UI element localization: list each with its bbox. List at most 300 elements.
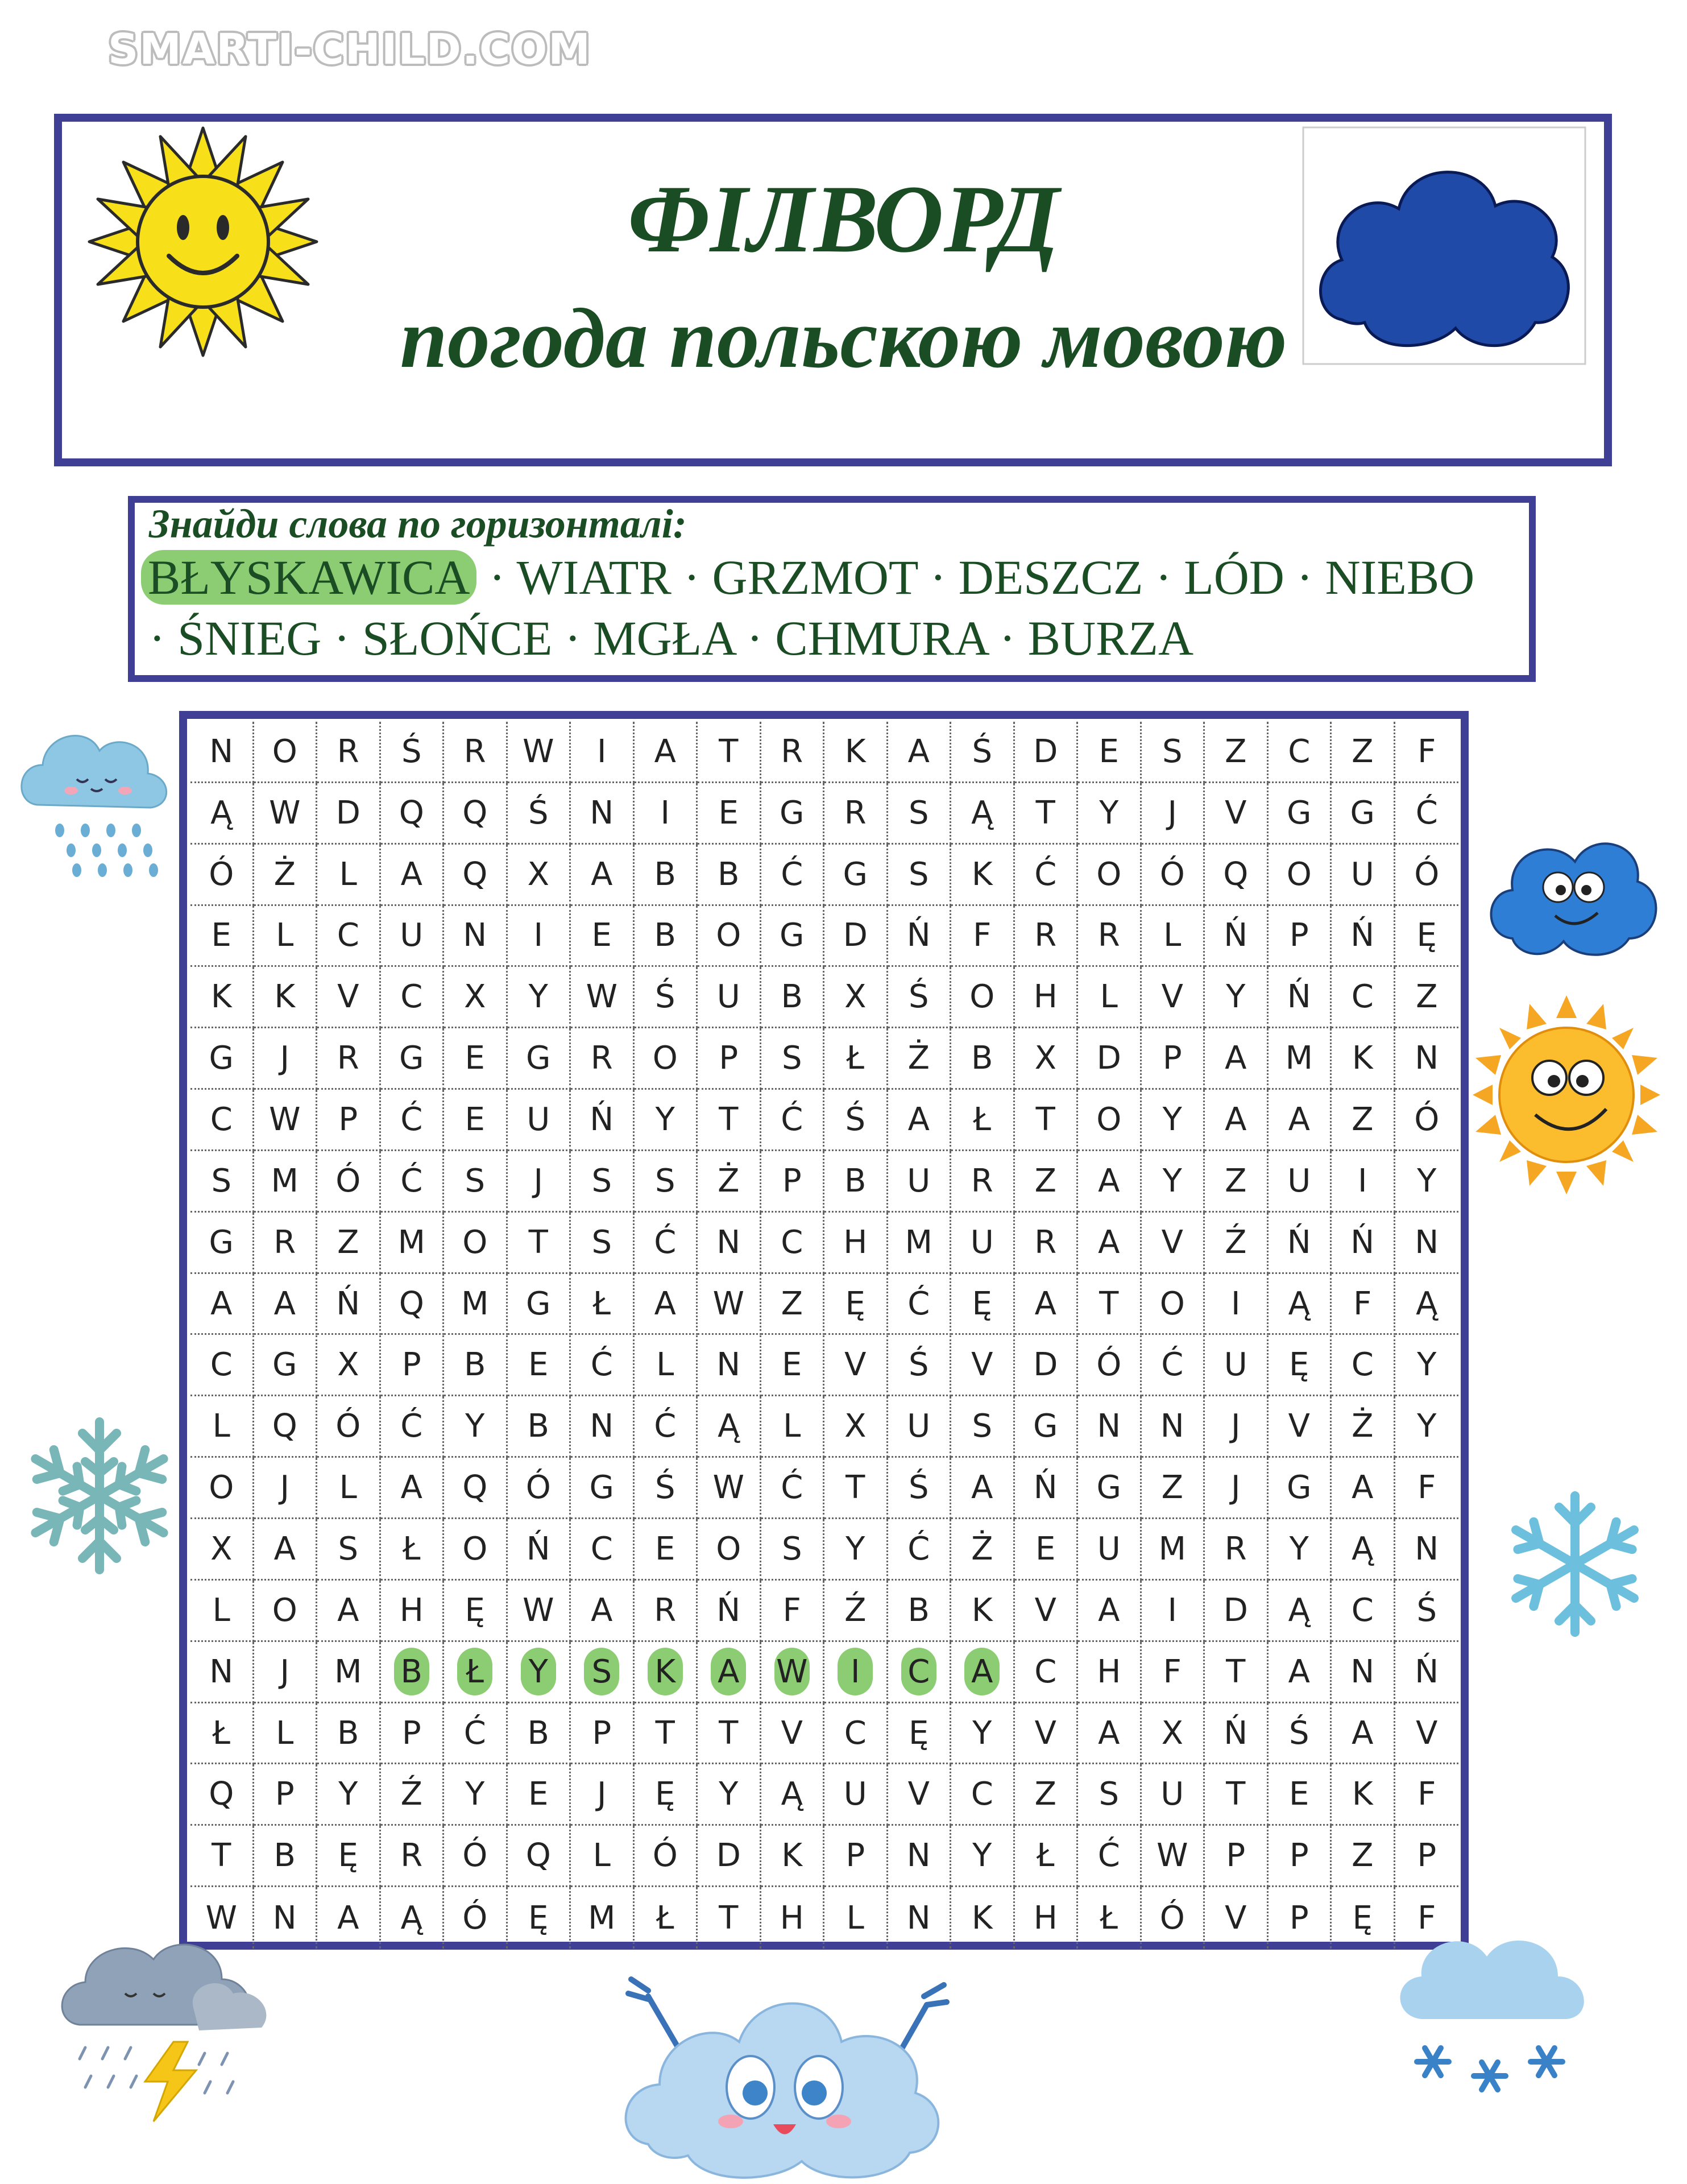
grid-cell[interactable]	[254, 1458, 318, 1519]
grid-cell[interactable]	[1015, 1028, 1079, 1090]
grid-cell[interactable]	[381, 1396, 445, 1458]
grid-cell[interactable]	[444, 845, 508, 906]
grid-cell[interactable]	[1332, 1335, 1395, 1397]
grid-cell[interactable]	[1332, 1213, 1395, 1274]
grid-cell[interactable]	[190, 1396, 254, 1458]
grid-cell[interactable]	[635, 722, 698, 783]
grid-cell[interactable]	[1142, 1151, 1205, 1213]
grid-cell[interactable]	[1015, 1213, 1079, 1274]
grid-cell[interactable]	[1205, 1090, 1269, 1151]
grid-cell[interactable]	[635, 1887, 698, 1949]
grid-cell[interactable]	[190, 1581, 254, 1642]
grid-cell[interactable]	[1078, 1028, 1142, 1090]
grid-cell[interactable]	[761, 1090, 825, 1151]
grid-cell[interactable]	[1395, 1335, 1459, 1397]
grid-cell[interactable]	[1395, 1703, 1459, 1765]
grid-cell[interactable]	[254, 1396, 318, 1458]
grid-cell[interactable]	[1205, 1396, 1269, 1458]
grid-cell[interactable]	[698, 1090, 761, 1151]
grid-cell[interactable]	[508, 1396, 571, 1458]
grid-cell[interactable]	[888, 1274, 952, 1335]
grid-cell[interactable]	[951, 1090, 1015, 1151]
grid-cell[interactable]	[1015, 906, 1079, 967]
grid-cell[interactable]	[254, 1274, 318, 1335]
grid-cell[interactable]	[698, 1213, 761, 1274]
grid-cell[interactable]	[635, 1274, 698, 1335]
grid-cell[interactable]	[1015, 1703, 1079, 1765]
grid-cell[interactable]	[888, 1213, 952, 1274]
grid-cell[interactable]	[1142, 1335, 1205, 1397]
grid-cell[interactable]	[1205, 967, 1269, 1028]
grid-cell[interactable]	[254, 1213, 318, 1274]
grid-cell[interactable]	[824, 1396, 888, 1458]
grid-cell[interactable]	[317, 1213, 381, 1274]
grid-cell[interactable]	[317, 1826, 381, 1887]
grid-cell[interactable]	[508, 1090, 571, 1151]
grid-cell[interactable]	[1205, 1028, 1269, 1090]
grid-cell[interactable]	[1395, 1642, 1459, 1703]
grid-cell[interactable]	[381, 1764, 445, 1826]
grid-cell[interactable]	[571, 722, 635, 783]
grid-cell[interactable]	[888, 783, 952, 845]
grid-cell[interactable]	[1395, 1826, 1459, 1887]
grid-cell[interactable]	[698, 1151, 761, 1213]
grid-cell[interactable]	[951, 967, 1015, 1028]
grid-cell[interactable]	[190, 906, 254, 967]
grid-cell[interactable]	[190, 1764, 254, 1826]
grid-cell[interactable]	[888, 1396, 952, 1458]
grid-cell[interactable]	[761, 1703, 825, 1765]
grid-cell[interactable]	[951, 1151, 1015, 1213]
grid-cell[interactable]	[698, 967, 761, 1028]
grid-cell[interactable]	[761, 1213, 825, 1274]
grid-cell[interactable]	[444, 1703, 508, 1765]
grid-cell[interactable]	[1205, 1335, 1269, 1397]
grid-cell[interactable]	[571, 1213, 635, 1274]
grid-cell[interactable]	[508, 722, 571, 783]
grid-cell[interactable]	[761, 1764, 825, 1826]
grid-cell[interactable]	[888, 1151, 952, 1213]
grid-cell[interactable]	[317, 1764, 381, 1826]
grid-cell[interactable]	[254, 1028, 318, 1090]
grid-cell[interactable]	[444, 1642, 508, 1703]
grid-cell[interactable]	[381, 1642, 445, 1703]
grid-cell[interactable]	[1078, 1581, 1142, 1642]
grid-cell[interactable]	[1078, 1703, 1142, 1765]
grid-cell[interactable]	[888, 1090, 952, 1151]
grid-cell[interactable]	[190, 1703, 254, 1765]
grid-cell[interactable]	[1015, 1274, 1079, 1335]
grid-cell[interactable]	[317, 722, 381, 783]
grid-cell[interactable]	[1142, 1519, 1205, 1581]
grid-cell[interactable]	[951, 1458, 1015, 1519]
grid-cell[interactable]	[824, 845, 888, 906]
grid-cell[interactable]	[190, 1151, 254, 1213]
grid-cell[interactable]	[888, 1826, 952, 1887]
grid-cell[interactable]	[1142, 722, 1205, 783]
grid-cell[interactable]	[1205, 722, 1269, 783]
grid-cell[interactable]	[508, 1028, 571, 1090]
grid-cell[interactable]	[1332, 1764, 1395, 1826]
grid-cell[interactable]	[1015, 1519, 1079, 1581]
grid-cell[interactable]	[1015, 1335, 1079, 1397]
grid-cell[interactable]	[888, 906, 952, 967]
grid-cell[interactable]	[317, 783, 381, 845]
grid-cell[interactable]	[1395, 1213, 1459, 1274]
grid-cell[interactable]	[254, 1335, 318, 1397]
grid-cell[interactable]	[571, 1458, 635, 1519]
grid-cell[interactable]	[951, 1642, 1015, 1703]
grid-cell[interactable]	[190, 1826, 254, 1887]
grid-cell[interactable]	[317, 845, 381, 906]
grid-cell[interactable]	[635, 1151, 698, 1213]
grid-cell[interactable]	[444, 1335, 508, 1397]
grid-cell[interactable]	[761, 1826, 825, 1887]
grid-cell[interactable]	[190, 1519, 254, 1581]
grid-cell[interactable]	[508, 1826, 571, 1887]
grid-cell[interactable]	[1142, 967, 1205, 1028]
grid-cell[interactable]	[381, 1458, 445, 1519]
grid-cell[interactable]	[254, 1703, 318, 1765]
grid-cell[interactable]	[1142, 1826, 1205, 1887]
grid-cell[interactable]	[1205, 1458, 1269, 1519]
grid-cell[interactable]	[824, 1274, 888, 1335]
grid-cell[interactable]	[888, 845, 952, 906]
grid-cell[interactable]	[1205, 1213, 1269, 1274]
grid-cell[interactable]	[1269, 967, 1332, 1028]
grid-cell[interactable]	[381, 906, 445, 967]
grid-cell[interactable]	[698, 1642, 761, 1703]
grid-cell[interactable]	[761, 1274, 825, 1335]
grid-cell[interactable]	[888, 1703, 952, 1765]
grid-cell[interactable]	[571, 1703, 635, 1765]
grid-cell[interactable]	[951, 722, 1015, 783]
grid-cell[interactable]	[698, 1581, 761, 1642]
grid-cell[interactable]	[190, 1642, 254, 1703]
grid-cell[interactable]	[1142, 1458, 1205, 1519]
grid-cell[interactable]	[824, 1519, 888, 1581]
grid-cell[interactable]	[190, 1213, 254, 1274]
grid-cell[interactable]	[635, 1396, 698, 1458]
grid-cell[interactable]	[698, 783, 761, 845]
grid-cell[interactable]	[1015, 1581, 1079, 1642]
grid-cell[interactable]	[1142, 1090, 1205, 1151]
grid-cell[interactable]	[1142, 1764, 1205, 1826]
grid-cell[interactable]	[571, 1028, 635, 1090]
grid-cell[interactable]	[1078, 967, 1142, 1028]
grid-cell[interactable]	[698, 906, 761, 967]
grid-cell[interactable]	[508, 1581, 571, 1642]
grid-cell[interactable]	[444, 967, 508, 1028]
grid-cell[interactable]	[1332, 1028, 1395, 1090]
grid-cell[interactable]	[571, 1151, 635, 1213]
grid-cell[interactable]	[1332, 1887, 1395, 1949]
grid-cell[interactable]	[698, 1396, 761, 1458]
grid-cell[interactable]	[635, 967, 698, 1028]
grid-cell[interactable]	[571, 1090, 635, 1151]
grid-cell[interactable]	[444, 1151, 508, 1213]
grid-cell[interactable]	[698, 1458, 761, 1519]
grid-cell[interactable]	[381, 1090, 445, 1151]
grid-cell[interactable]	[1332, 1458, 1395, 1519]
grid-cell[interactable]	[381, 845, 445, 906]
grid-cell[interactable]	[1395, 1581, 1459, 1642]
grid-cell[interactable]	[444, 1826, 508, 1887]
grid-cell[interactable]	[824, 1642, 888, 1703]
grid-cell[interactable]	[571, 1519, 635, 1581]
grid-cell[interactable]	[1078, 1151, 1142, 1213]
grid-cell[interactable]	[254, 1764, 318, 1826]
grid-cell[interactable]	[951, 1274, 1015, 1335]
grid-cell[interactable]	[888, 1642, 952, 1703]
grid-cell[interactable]	[381, 1028, 445, 1090]
grid-cell[interactable]	[824, 967, 888, 1028]
grid-cell[interactable]	[1078, 1274, 1142, 1335]
grid-cell[interactable]	[1269, 1458, 1332, 1519]
grid-cell[interactable]	[1395, 1274, 1459, 1335]
grid-cell[interactable]	[888, 1764, 952, 1826]
grid-cell[interactable]	[1142, 1887, 1205, 1949]
grid-cell[interactable]	[1205, 783, 1269, 845]
grid-cell[interactable]	[1015, 1642, 1079, 1703]
grid-cell[interactable]	[951, 783, 1015, 845]
grid-cell[interactable]	[635, 1764, 698, 1826]
grid-cell[interactable]	[698, 1826, 761, 1887]
grid-cell[interactable]	[888, 722, 952, 783]
grid-cell[interactable]	[254, 845, 318, 906]
grid-cell[interactable]	[508, 1887, 571, 1949]
grid-cell[interactable]	[1269, 1028, 1332, 1090]
grid-cell[interactable]	[1142, 1642, 1205, 1703]
grid-cell[interactable]	[1395, 1519, 1459, 1581]
grid-cell[interactable]	[381, 967, 445, 1028]
grid-cell[interactable]	[444, 906, 508, 967]
grid-cell[interactable]	[888, 1458, 952, 1519]
grid-cell[interactable]	[698, 722, 761, 783]
grid-cell[interactable]	[635, 906, 698, 967]
grid-cell[interactable]	[508, 845, 571, 906]
grid-cell[interactable]	[381, 783, 445, 845]
grid-cell[interactable]	[951, 1028, 1015, 1090]
grid-cell[interactable]	[824, 1764, 888, 1826]
grid-cell[interactable]	[698, 1274, 761, 1335]
grid-cell[interactable]	[761, 1887, 825, 1949]
grid-cell[interactable]	[571, 1581, 635, 1642]
grid-cell[interactable]	[824, 1826, 888, 1887]
grid-cell[interactable]	[824, 1151, 888, 1213]
grid-cell[interactable]	[824, 783, 888, 845]
grid-cell[interactable]	[1395, 1764, 1459, 1826]
grid-cell[interactable]	[1269, 783, 1332, 845]
grid-cell[interactable]	[317, 1151, 381, 1213]
grid-cell[interactable]	[824, 1213, 888, 1274]
grid-cell[interactable]	[1269, 1826, 1332, 1887]
grid-cell[interactable]	[1269, 722, 1332, 783]
grid-cell[interactable]	[1332, 1090, 1395, 1151]
grid-cell[interactable]	[761, 783, 825, 845]
grid-cell[interactable]	[1205, 1581, 1269, 1642]
grid-cell[interactable]	[698, 1887, 761, 1949]
grid-cell[interactable]	[635, 1519, 698, 1581]
grid-cell[interactable]	[698, 1028, 761, 1090]
grid-cell[interactable]	[888, 1887, 952, 1949]
grid-cell[interactable]	[381, 1703, 445, 1765]
grid-cell[interactable]	[508, 783, 571, 845]
grid-cell[interactable]	[951, 1581, 1015, 1642]
grid-cell[interactable]	[508, 1642, 571, 1703]
grid-cell[interactable]	[824, 1028, 888, 1090]
grid-cell[interactable]	[254, 1581, 318, 1642]
grid-cell[interactable]	[761, 722, 825, 783]
grid-cell[interactable]	[1269, 845, 1332, 906]
grid-cell[interactable]	[1142, 1028, 1205, 1090]
grid-cell[interactable]	[635, 1458, 698, 1519]
grid-cell[interactable]	[1205, 1703, 1269, 1765]
grid-cell[interactable]	[381, 1887, 445, 1949]
grid-cell[interactable]	[824, 1335, 888, 1397]
grid-cell[interactable]	[444, 1519, 508, 1581]
grid-cell[interactable]	[761, 1581, 825, 1642]
grid-cell[interactable]	[824, 1581, 888, 1642]
grid-cell[interactable]	[635, 1028, 698, 1090]
grid-cell[interactable]	[571, 845, 635, 906]
grid-cell[interactable]	[761, 1028, 825, 1090]
grid-cell[interactable]	[1142, 906, 1205, 967]
grid-cell[interactable]	[508, 1213, 571, 1274]
grid-cell[interactable]	[1332, 967, 1395, 1028]
grid-cell[interactable]	[571, 1335, 635, 1397]
grid-cell[interactable]	[1332, 722, 1395, 783]
grid-cell[interactable]	[635, 1090, 698, 1151]
grid-cell[interactable]	[571, 1642, 635, 1703]
grid-cell[interactable]	[1078, 1458, 1142, 1519]
grid-cell[interactable]	[571, 783, 635, 845]
grid-cell[interactable]	[1015, 967, 1079, 1028]
grid-cell[interactable]	[888, 1519, 952, 1581]
grid-cell[interactable]	[1205, 906, 1269, 967]
grid-cell[interactable]	[1015, 722, 1079, 783]
grid-cell[interactable]	[698, 845, 761, 906]
grid-cell[interactable]	[1269, 1335, 1332, 1397]
grid-cell[interactable]	[1332, 783, 1395, 845]
grid-cell[interactable]	[1142, 845, 1205, 906]
grid-cell[interactable]	[317, 1335, 381, 1397]
grid-cell[interactable]	[444, 1090, 508, 1151]
grid-cell[interactable]	[254, 1519, 318, 1581]
grid-cell[interactable]	[951, 1764, 1015, 1826]
grid-cell[interactable]	[190, 1335, 254, 1397]
grid-cell[interactable]	[1269, 1764, 1332, 1826]
grid-cell[interactable]	[190, 783, 254, 845]
grid-cell[interactable]	[951, 1887, 1015, 1949]
grid-cell[interactable]	[190, 967, 254, 1028]
grid-cell[interactable]	[824, 722, 888, 783]
grid-cell[interactable]	[1078, 1335, 1142, 1397]
grid-cell[interactable]	[1269, 1090, 1332, 1151]
grid-cell[interactable]	[951, 1519, 1015, 1581]
grid-cell[interactable]	[1332, 845, 1395, 906]
grid-cell[interactable]	[1205, 1642, 1269, 1703]
grid-cell[interactable]	[381, 1151, 445, 1213]
grid-cell[interactable]	[190, 722, 254, 783]
grid-cell[interactable]	[888, 1028, 952, 1090]
grid-cell[interactable]	[1078, 722, 1142, 783]
grid-cell[interactable]	[1078, 1396, 1142, 1458]
grid-cell[interactable]	[1395, 722, 1459, 783]
grid-cell[interactable]	[824, 1703, 888, 1765]
grid-cell[interactable]	[571, 1274, 635, 1335]
grid-cell[interactable]	[1205, 1151, 1269, 1213]
grid-cell[interactable]	[381, 1335, 445, 1397]
grid-cell[interactable]	[698, 1764, 761, 1826]
grid-cell[interactable]	[1269, 1274, 1332, 1335]
grid-cell[interactable]	[888, 1335, 952, 1397]
grid-cell[interactable]	[1332, 1581, 1395, 1642]
grid-cell[interactable]	[1269, 906, 1332, 967]
grid-cell[interactable]	[190, 1090, 254, 1151]
grid-cell[interactable]	[254, 1090, 318, 1151]
grid-cell[interactable]	[951, 1703, 1015, 1765]
grid-cell[interactable]	[1269, 1519, 1332, 1581]
grid-cell[interactable]	[1332, 1703, 1395, 1765]
grid-cell[interactable]	[317, 1028, 381, 1090]
grid-cell[interactable]	[508, 1274, 571, 1335]
grid-cell[interactable]	[1269, 1396, 1332, 1458]
grid-cell[interactable]	[824, 1458, 888, 1519]
grid-cell[interactable]	[761, 1519, 825, 1581]
grid-cell[interactable]	[1269, 1642, 1332, 1703]
grid-cell[interactable]	[1269, 1151, 1332, 1213]
grid-cell[interactable]	[761, 1151, 825, 1213]
grid-cell[interactable]	[571, 1887, 635, 1949]
grid-cell[interactable]	[1332, 1519, 1395, 1581]
grid-cell[interactable]	[1395, 967, 1459, 1028]
grid-cell[interactable]	[1395, 783, 1459, 845]
grid-cell[interactable]	[508, 906, 571, 967]
grid-cell[interactable]	[888, 1581, 952, 1642]
grid-cell[interactable]	[1078, 1519, 1142, 1581]
grid-cell[interactable]	[1332, 906, 1395, 967]
grid-cell[interactable]	[1395, 1151, 1459, 1213]
grid-cell[interactable]	[1015, 1151, 1079, 1213]
grid-cell[interactable]	[1015, 783, 1079, 845]
grid-cell[interactable]	[571, 1826, 635, 1887]
grid-cell[interactable]	[381, 1519, 445, 1581]
grid-cell[interactable]	[254, 783, 318, 845]
grid-cell[interactable]	[1142, 1581, 1205, 1642]
grid-cell[interactable]	[1078, 1826, 1142, 1887]
grid-cell[interactable]	[761, 906, 825, 967]
grid-cell[interactable]	[635, 1335, 698, 1397]
grid-cell[interactable]	[698, 1703, 761, 1765]
grid-cell[interactable]	[508, 1764, 571, 1826]
grid-cell[interactable]	[951, 845, 1015, 906]
grid-cell[interactable]	[508, 1703, 571, 1765]
grid-cell[interactable]	[1205, 1887, 1269, 1949]
grid-cell[interactable]	[1078, 1090, 1142, 1151]
grid-cell[interactable]	[1395, 1090, 1459, 1151]
grid-cell[interactable]	[635, 1826, 698, 1887]
grid-cell[interactable]	[761, 1642, 825, 1703]
grid-cell[interactable]	[1205, 1274, 1269, 1335]
grid-cell[interactable]	[190, 845, 254, 906]
grid-cell[interactable]	[571, 1764, 635, 1826]
grid-cell[interactable]	[1205, 845, 1269, 906]
grid-cell[interactable]	[508, 967, 571, 1028]
grid-cell[interactable]	[317, 906, 381, 967]
grid-cell[interactable]	[635, 1642, 698, 1703]
grid-cell[interactable]	[761, 1335, 825, 1397]
